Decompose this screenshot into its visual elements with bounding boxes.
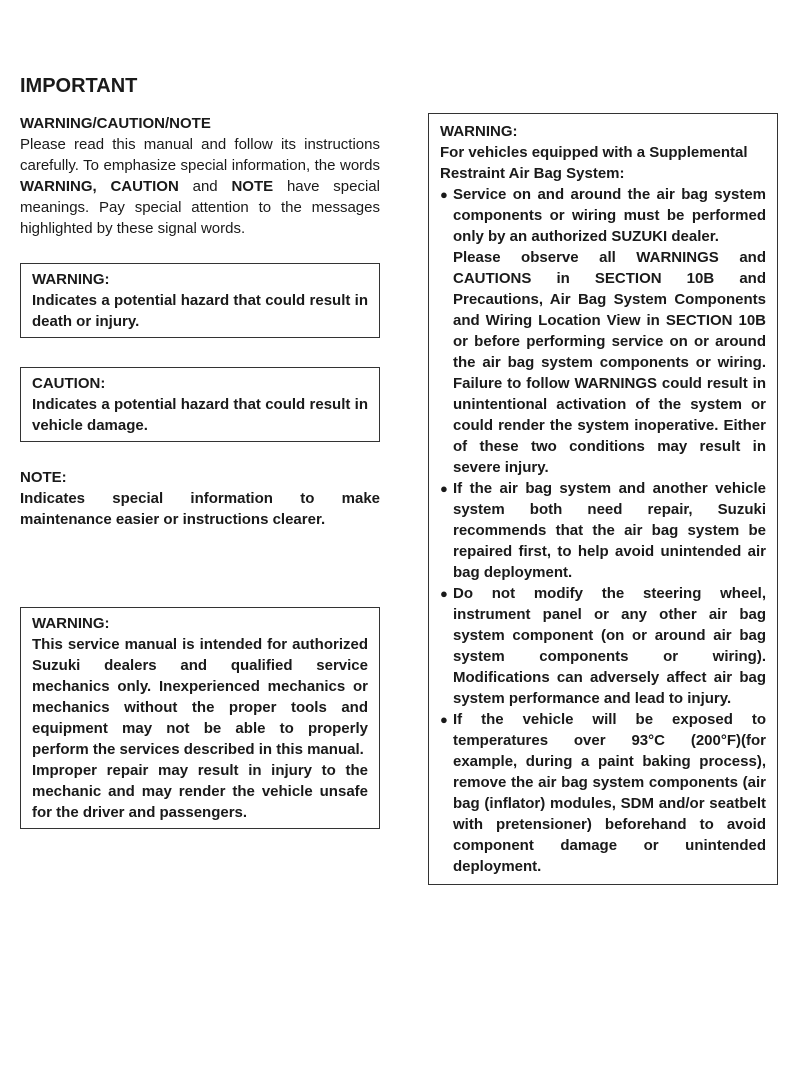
page-title: IMPORTANT (20, 75, 138, 97)
bullet-icon: ● (440, 481, 448, 496)
intro-heading: WARNING/CAUTION/NOTE (20, 115, 211, 132)
list-item (440, 478, 766, 583)
left-column (20, 113, 380, 829)
caution-text: Indicates a potential hazard that could result in vehicle damage. (32, 396, 368, 434)
note-text: Indicates special information to make maintenance easier or instructions clearer. (20, 490, 380, 528)
service-warning-box (20, 607, 380, 829)
airbag-warning-list (440, 184, 766, 877)
list-item-text: Service on and around the air bag system components or wiring must be performed only by an authorized SUZUKI dealer. (453, 186, 766, 245)
list-item (440, 709, 766, 877)
note-block (20, 467, 380, 530)
service-warning-paragraph-2: Improper repair may result in injury to the mechanic and may render the vehicle unsafe for the driver and passengers. (32, 762, 368, 821)
intro-bold-note: NOTE (231, 178, 274, 195)
intro-text-before: Please read this manual and follow its instructions carefully. To emphasize special information, the words (20, 136, 380, 174)
intro-text-after: have special meanings. Pay special attention to the messages highlighted by these signal words. (20, 178, 380, 237)
caution-box (20, 367, 380, 442)
warning-box (20, 263, 380, 338)
warning-text: Indicates a potential hazard that could result in death or injury. (32, 292, 368, 330)
right-column (428, 113, 778, 885)
intro-text-and: and (178, 178, 232, 195)
service-warning-label: WARNING: (32, 615, 110, 632)
service-warning-paragraph-1: This service manual is intended for authorized Suzuki dealers and qualified service mechanics only. Inexperienced mechanics or mechanics without the proper tools and equipment may not be able to properly perform the services described in this manual. (32, 636, 368, 758)
intro-paragraph (20, 134, 380, 239)
list-item-text: If the air bag system and another vehicle system both need repair, Suzuki recommends that the air bag system be repaired first, to help avoid unintended air bag deployment. (453, 480, 766, 581)
note-label: NOTE: (20, 469, 67, 486)
bullet-icon: ● (440, 712, 448, 727)
list-item-text: Do not modify the steering wheel, instrument panel or any other air bag system component (on or around air bag system components or wiring). Modifications can adversely affect air bag system performance and lead to injury. (453, 585, 766, 707)
airbag-warning-box (428, 113, 778, 885)
list-item (440, 583, 766, 709)
list-item-extra: Please observe all WARNINGS and CAUTIONS in SECTION 10B and Precautions, Air Bag System Components and Wiring Location View in SECTION 10B or before performing service on or around the air bag system components or wiring. Failure to follow WARNINGS could result in unintentional activation of the system or could render the system inoperative. Either of these two conditions may result in severe injury. (453, 249, 766, 476)
bullet-icon: ● (440, 586, 448, 601)
bullet-icon: ● (440, 187, 448, 202)
airbag-warning-label: WARNING: (440, 123, 518, 140)
warning-label: WARNING: (32, 271, 110, 288)
list-item (440, 184, 766, 478)
list-item-text: If the vehicle will be exposed to temperatures over 93°C (200°F)(for example, during a paint baking process), remove the air bag system components (air bag (inflator) modules, SDM and/or seatbelt with pretensioner) beforehand to avoid component damage or unintended deployment. (453, 711, 766, 875)
intro-bold-warning-caution: WARNING, CAUTION (20, 178, 179, 195)
airbag-warning-subtitle: For vehicles equipped with a Supplemental Restraint Air Bag System: (440, 144, 748, 182)
caution-label: CAUTION: (32, 375, 106, 392)
